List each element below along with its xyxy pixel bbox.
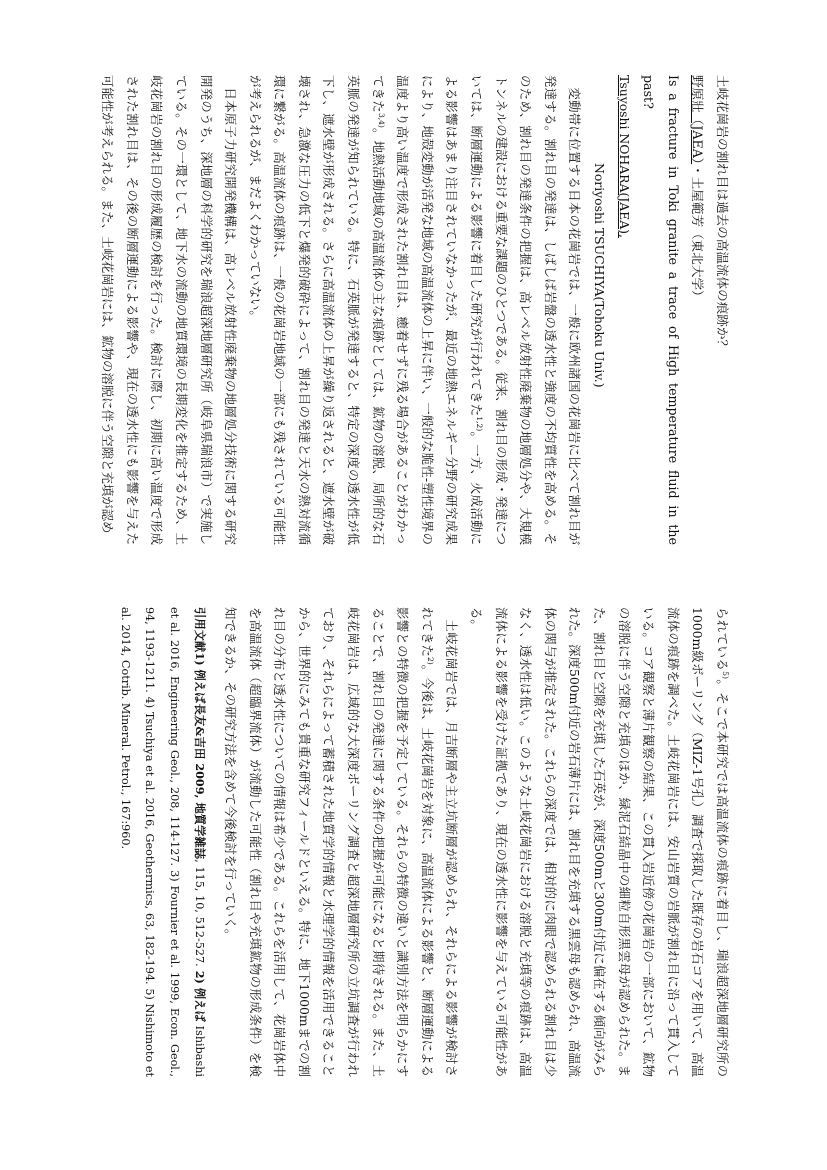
paragraph-text: 。そこで本研究では高温流体の痕跡に着目し、瑞浪超深地層研究所の1000m級ボーリング（MIZ-1号孔）調査で採取した既存の岩石コアを用いて、高温流体の痕跡を調べた。土岐花崗岩には、安山岩質の岩脈が割れ目に沿って貫入している。コア観察と薄片観察の結果、この貫入岩近傍の花崗岩の一部において、鉱物の溶脱に伴う空隙と充填のほか、緑泥石結晶中の細粒自形黒雲母が認められた。また、割れ目と空隙を充填した石英が、深度500mと300m付近に偏在する傾向がみられた。深度500m付近の岩石薄片には、割れ目を充填する黒雲母も認められ、高温流体の関与が推定された。これらの深度では、相対的に肉眼で認められる割れ目は少なく、透水性は低い。このような土岐花崗岩における溶脱と充填等の痕跡は、高温流体による影響を受けた証拠であり、現在の透水性に影響を与えている可能性がある。	[468, 607, 730, 1077]
reference-text: 2) 例えば	[192, 966, 207, 1022]
paper-title: 土岐花崗岩の割れ目は過去の高温流体の痕跡か？	[714, 75, 730, 353]
reference-text: 4) Tsuchiya et al. 2016, Geothermics, 63, 182-194.	[142, 692, 156, 985]
author-2: 土屋範芳（東北大学）	[689, 176, 705, 303]
author-separator: ・	[689, 164, 705, 177]
paragraph-text: 変動帯に位置する日本の花崗岩では、一般に欧州諸国の花崗岩に比べて割れ目が発達する。割れ目の発達は、しばしば岩盤の透水性と強度の不均質性を高める。そのため、割れ目の発達条件の把握は、高レベル放射性廃棄物の地層処分や、大規模トンネルの建設における重要な課題のひとつである。従来、割れ目の形成・発達については、断層運動による影響に着目した研究が行われてきた	[468, 75, 582, 545]
citation-superscript: 3,4)	[376, 112, 386, 128]
reference-list	[118, 607, 205, 1077]
paragraph-text: 。一方、火成活動による影響はあまり注目されていなかったが、最近の地熱エネルギー分野の研究成果により、地殻変動が活発な地域の高温流体の上昇に伴い、一般的な脆性-塑性境界の温度より高い温度で形成された割れ目は、癒着せずに残る場合があることがわかってきた	[370, 75, 484, 545]
rotated-page	[94, 75, 734, 1095]
paragraph-text: 日本原子力研究開発機構は、高レベル放射性廃棄物の地層処分技術に関する研究開発のうち、深地層の科学的研究を瑞浪超深地層研究所（岐阜県瑞浪市）で実施している。その一環として、地下水の流動の地質環境の長期変化を推定するため、土岐花崗岩の割れ目の形成履歴の検討を行った。検討に際し、初期に高い温度で形成された割れ目は、その後の断層運動による影響や、現在の透水性にも影響を与えた可能性が考えられる。また、土岐花崗岩には、鉱物の溶脱に伴う空隙と充填が認め	[99, 75, 238, 545]
body-paragraph	[94, 75, 242, 545]
author-line	[684, 75, 709, 545]
reference-item	[192, 652, 205, 966]
paragraph-text: られている	[714, 607, 730, 672]
right-column	[94, 607, 734, 1077]
english-title: Is a fracture in Toki granite a trace of High temperature fluid in the past?	[640, 75, 681, 545]
citation-superscript: 5)	[720, 671, 730, 679]
reference-text: , 115, 10, 512-527.	[192, 859, 206, 967]
paragraph-text: 。地熱活動地域の高温流体の主な痕跡としては、鉱物の溶脱、局所的な石英脈の発達が知られている。特に、石英脈が発達すると、特定の深度の透水性が低下し、遮水壁が形成される。さらに高温流体の上昇が繰り返されると、遮水壁が破壊され、急激な圧力の低下と爆発的破砕によって、割れ目の発達と天水の熱対流循環に繋がる。高温流体の痕跡は、一般の花崗岩地域の一部にも残されている可能性が考えられるが、まだよくわかっていない。	[247, 75, 386, 545]
reference-text: 3) Fournier et al. 1999, Econ. Geol., 94, 1193-1211.	[142, 607, 181, 1077]
english-author-1	[611, 75, 636, 545]
author-1: 野原壯（JAEA）	[689, 75, 705, 165]
citation-superscript: 2)	[425, 656, 435, 665]
citation-superscript: 1,2)	[474, 416, 484, 432]
body-paragraph	[463, 607, 734, 1077]
body-paragraph	[217, 607, 463, 1077]
reference-text: Ishibashi et al. 2016, Engineering Geol., 208, 114-127.	[167, 607, 206, 1077]
references	[112, 607, 211, 1077]
reference-text: 5) Nishimoto et al. 2014, Cotrib. Mineral. Petrol., 167:960.	[118, 607, 156, 1077]
references-heading: 引用文献	[192, 607, 207, 653]
reference-item	[143, 693, 156, 985]
paragraph-text: 。今後は、土岐花崗岩を対象に、高温流体による影響と、断層運動による影響との特徴の把握を予定している。それらの特徴の違いと識別方法を明らかにすることで、割れ目の発達に関する条件の把握が可能になると期待される。また、土岐花崗岩は、広域的な大深度ボーリング調査と超深地層研究所の立坑調査が行われており、それらによって蓄積された地質学的情報と水理学的情報を活用できることから、世界的にみても貴重な研究フィールドといえる。特に、地下1000mまでの割れ目の分布と透水性についての情報は希少である。これらを活用して、花崗岩体中を高温流体（超臨界流体）が流動した可能性（割れ目や充填鉱物の形成条件）を検知できるか、その研究方法を含めて今後検討を行っていく。	[222, 607, 435, 1077]
english-author-2: Noriyoshi TSUCHIYA(Tohoku Univ.)	[591, 163, 607, 388]
paragraph-text: 土岐花崗岩では、月吉断層や主立坑断層が認められ、それらによる影響が検討されてきた	[419, 607, 459, 1077]
body-text-left	[94, 75, 586, 545]
left-column	[94, 75, 734, 545]
body-text-right	[217, 607, 733, 1077]
english-author-1-text: Tsuyoshi NOHARA(JAEA),	[616, 75, 632, 238]
body-paragraph	[242, 75, 586, 545]
reference-text: 1) 例えば長友&吉田 2009,	[192, 652, 207, 803]
reference-text: 地質学雑誌	[192, 802, 207, 860]
